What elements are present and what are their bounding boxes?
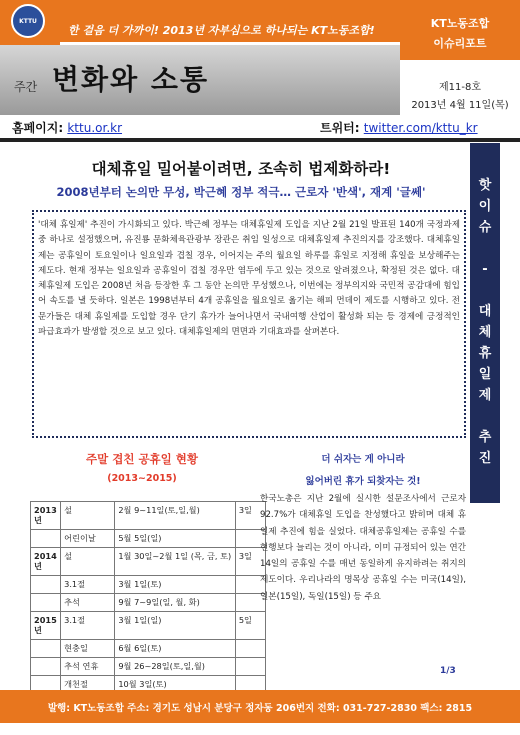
table-row xyxy=(31,548,266,576)
year-cell: 2015년 xyxy=(31,612,61,640)
slogan-bar-top xyxy=(60,0,400,18)
report-type: 이슈리포트 xyxy=(433,37,487,50)
divider xyxy=(0,138,520,142)
days-cell: 3일 xyxy=(235,502,265,530)
holiday-table xyxy=(30,501,266,694)
union-name: KT노동조합 xyxy=(430,17,490,30)
homepage-label: 홈페이지: xyxy=(12,121,64,135)
side-char xyxy=(483,406,488,427)
date-cell: 3월 1일(토) xyxy=(115,576,236,594)
holiday-cell: 설 xyxy=(61,502,115,530)
year-cell xyxy=(31,594,61,612)
days-cell: 5일 xyxy=(235,612,265,640)
days-cell xyxy=(235,658,265,676)
page-title: 변화와 소통 xyxy=(52,63,209,96)
logo-area xyxy=(0,0,60,45)
date-cell: 10월 3일(토) xyxy=(115,676,236,694)
table-row xyxy=(31,594,266,612)
days-cell xyxy=(235,640,265,658)
kttu-logo: KTTU xyxy=(11,4,45,38)
side-char: 이 xyxy=(478,199,492,214)
holiday-cell: 개천절 xyxy=(61,676,115,694)
date-cell: 9월 26~28일(토,일,월) xyxy=(115,658,236,676)
year-cell: 2014년 xyxy=(31,548,61,576)
date-cell: 2월 9~11일(토,일,월) xyxy=(115,502,236,530)
date-cell: 5월 5일(일) xyxy=(115,530,236,548)
side-char: - xyxy=(482,262,488,277)
holiday-cell: 3.1절 xyxy=(61,612,115,640)
side-char xyxy=(483,280,488,301)
table-row xyxy=(31,612,266,640)
side-char: 진 xyxy=(478,451,492,466)
link-row xyxy=(0,117,520,137)
right-heading-2: 잃어버린 휴가 되찾자는 것! xyxy=(305,476,421,487)
year-cell xyxy=(31,658,61,676)
side-char xyxy=(483,238,488,259)
date-cell: 1월 30일~2월 1일 (목, 금, 토) xyxy=(115,548,236,576)
page-number: 1/3 xyxy=(440,666,456,676)
side-char: 제 xyxy=(478,388,492,403)
side-char: 일 xyxy=(478,367,492,382)
issue-number: 제11-8호 xyxy=(438,82,481,93)
article-subhead: 2008년부터 논의만 무성, 박근혜 정부 적극… 근로자 '반색', 재계 '글쎄' xyxy=(56,185,426,199)
footer: 발행: KT노동조합 주소: 경기도 성남시 분당구 정자동 206번지 전화: 031-727-2830 팩스: 2815 xyxy=(0,690,520,723)
holiday-table-section xyxy=(28,443,256,689)
intro-text: '대체 휴일제' 추진이 가시화되고 있다. 박근혜 정부는 대체휴일제 도입을 지난 2월 21일 발표된 140개 국정과제 중 하나로 설정했으며, 유진룡 문화체육관광부 장관은 취임 일성으로 대체휴일제 추진의지를 강조했다. 대체휴일제는 공휴일이 토요일이나 일요일과 겹칠 경우, 이어지는 주의 월요일 하루를 휴일로 지정해 휴일을 보상해주는 제도다. 현재 정부는 일요일과 공휴일이 겹칠 경우만 염두에 두고 있는 것으로 알려졌으나, 확정된 것은 없다. 대체휴일제 도입은 2008년 처음 등장한 후 그 동안 논의만 무성했으나, 이번에는 정부의지와 국민적 공감대에 힘입어 속도를 낼 듯하다. 일본은 1998년부터 4개 공휴일을 월요일로 옮기는 해피 먼데이 제도를 시행하고 있다. 전문가들은 대체 휴일제를 도입할 경우 단기 휴가가 늘어나면서 국내여행 산업이 활성화 되는 등 경제에 긍정적인 파급효과가 발생할 것으로 보고 있다. 대체휴일제의 면면과 기대효과를 살펴본다. xyxy=(38,220,460,338)
side-bar-hot-issue xyxy=(470,143,500,503)
intro-box xyxy=(32,210,466,438)
side-char: 체 xyxy=(478,325,492,340)
table-row xyxy=(31,658,266,676)
slogan: 한 걸음 더 가까이! 2013년 자부심으로 하나되는 KT노동조합! xyxy=(60,18,400,42)
date-cell: 3월 1일(일) xyxy=(115,612,236,640)
side-char: 핫 xyxy=(478,178,492,193)
right-body-text: 한국노총은 지난 2월에 실시한 설문조사에서 근로자 92.7%가 대체휴일 도입을 찬성했다고 밝히며 대체 휴일제 추진에 힘을 실었다. 대체공휴일제는 공휴일 수를 현행보다 늘리는 것이 아니라, 이미 규정되어 있는 연간 14일의 공휴일 수를 매년 동일하게 유지하려는 취지의 제도이다. 우리나라의 명목상 공휴일 수는 미국(14일), 일본(15일), 독일(15일) 등 주요 xyxy=(260,494,466,602)
holiday-cell: 3.1절 xyxy=(61,576,115,594)
year-cell: 2013년 xyxy=(31,502,61,530)
side-char: 대 xyxy=(478,304,492,319)
table-row xyxy=(31,530,266,548)
table-subtitle: (2013~2015) xyxy=(107,473,177,484)
table-row xyxy=(31,640,266,658)
union-box xyxy=(400,0,520,60)
days-cell: 3일 xyxy=(235,548,265,576)
holiday-cell: 추석 xyxy=(61,594,115,612)
date-cell: 9월 7~9일(일, 월, 화) xyxy=(115,594,236,612)
homepage xyxy=(12,119,122,136)
twitter-link[interactable]: twitter.com/kttu_kr xyxy=(363,121,478,135)
table-title: 주말 겹친 공휴일 현황 xyxy=(86,452,198,466)
article-headline: 대체휴일 밀어붙이려면, 조속히 법제화하라! xyxy=(91,160,391,178)
year-cell xyxy=(31,530,61,548)
side-char: 슈 xyxy=(478,220,492,235)
table-row xyxy=(31,502,266,530)
twitter-label: 트위터: xyxy=(320,121,360,135)
holiday-cell: 추석 연휴 xyxy=(61,658,115,676)
date-cell: 6월 6일(토) xyxy=(115,640,236,658)
holiday-cell: 어린이날 xyxy=(61,530,115,548)
issue-date: 2013년 4월 11일(목) xyxy=(411,100,509,111)
weekly-label: 주간 xyxy=(14,80,38,94)
side-char: 휴 xyxy=(478,346,492,361)
homepage-link[interactable]: kttu.or.kr xyxy=(67,121,123,135)
twitter xyxy=(320,119,478,136)
table-row xyxy=(31,576,266,594)
year-cell xyxy=(31,640,61,658)
side-char: 추 xyxy=(478,430,492,445)
right-column xyxy=(260,443,466,605)
holiday-cell: 설 xyxy=(61,548,115,576)
right-heading-1: 더 쉬자는 게 아니라 xyxy=(321,454,405,465)
holiday-cell: 현충일 xyxy=(61,640,115,658)
year-cell xyxy=(31,576,61,594)
